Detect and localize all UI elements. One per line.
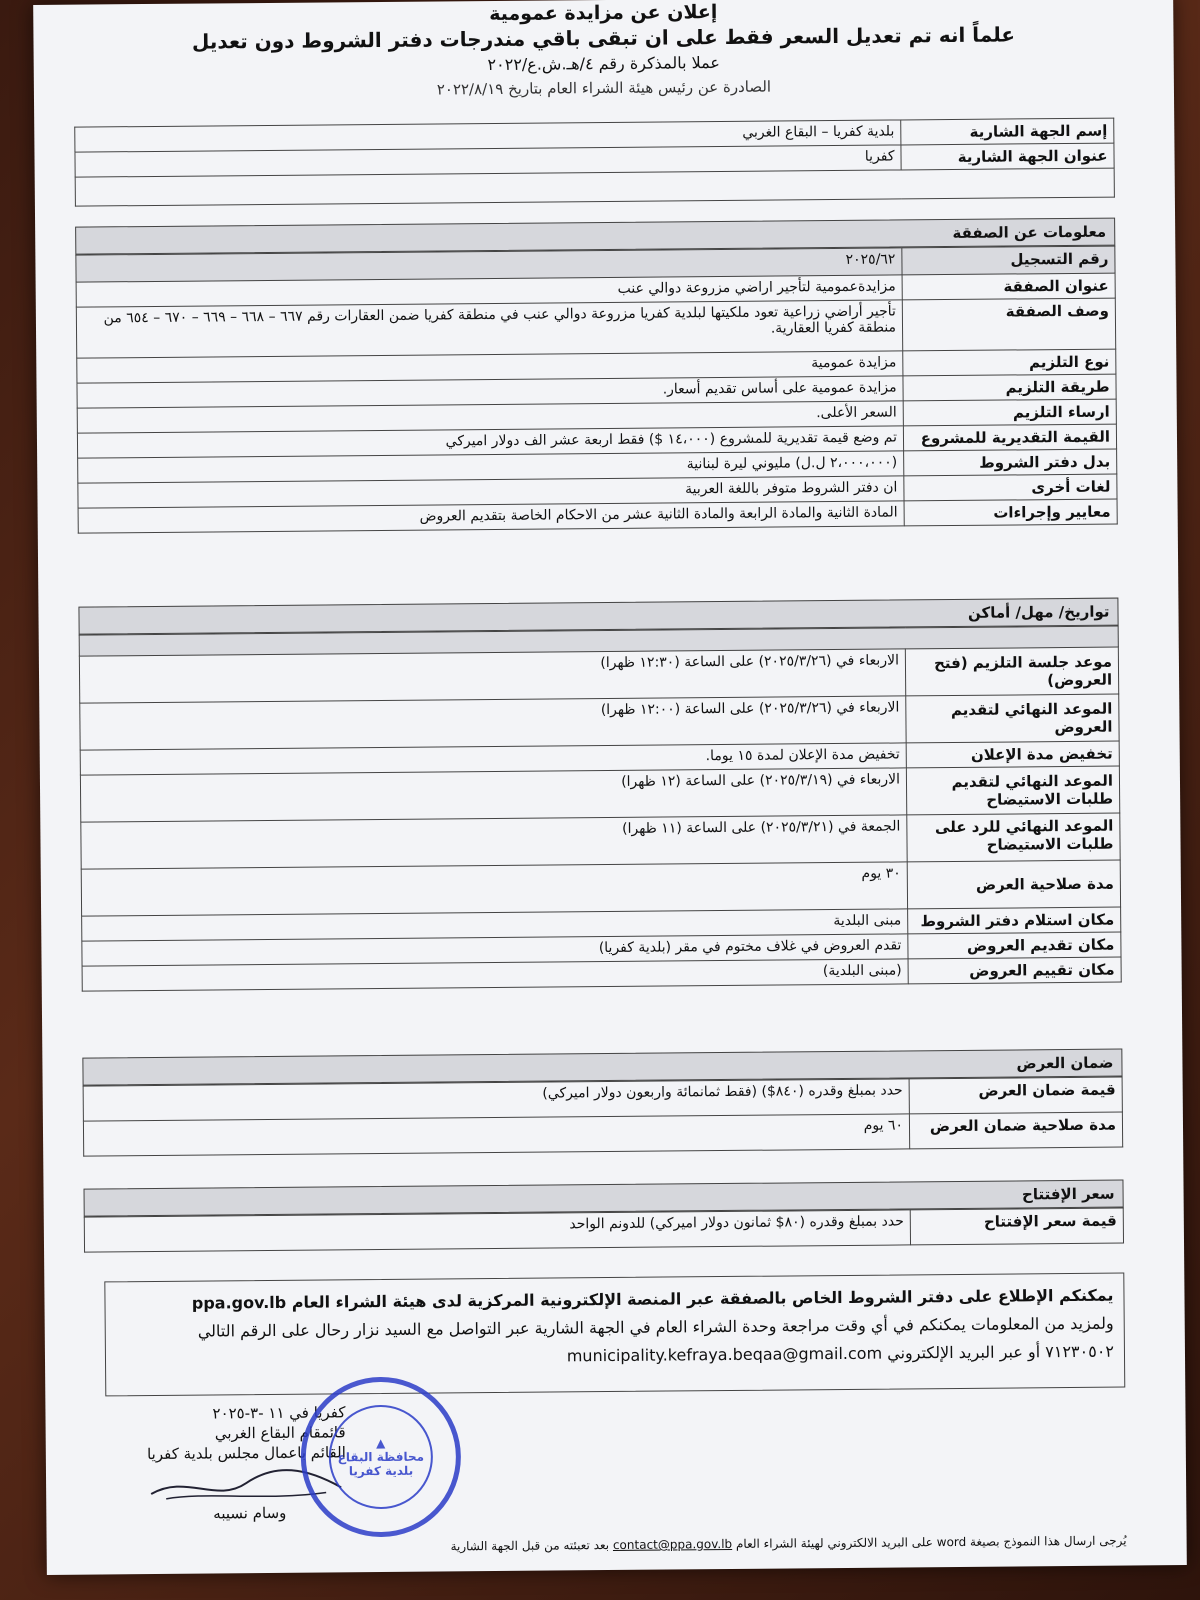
info-line-2: ولمزيد من المعلومات يمكنكم في أي وقت مراجعة وحدة الشراء العام في الجهة الشارية عبر التواصل مع السيد نزار رحال على الرقم التالي bbox=[197, 1313, 1114, 1341]
dates-row-value: الاربعاء في (٢٠٢٥/٣/٢٦) على الساعة (١٢:٠٠ ظهرا) bbox=[80, 696, 906, 750]
contact-phone: ٧١٢٣٠٥٠٢ bbox=[1045, 1341, 1115, 1362]
guarantee-section bbox=[82, 1049, 1123, 1157]
cedar-icon: ▲ bbox=[376, 1435, 386, 1451]
dates-row-label: الموعد النهائي للرد على طلبات الاستيضاح bbox=[907, 813, 1120, 862]
deal-row-label: ارساء التلزيم bbox=[903, 399, 1116, 426]
dates-row-label: مكان استلام دفتر الشروط bbox=[908, 907, 1121, 934]
buyer-table bbox=[74, 118, 1115, 207]
dates-row-value: تخفيض مدة الإعلان لمدة ١٥ يوما. bbox=[80, 743, 906, 775]
opening-row-value: حدد بمبلغ وقدره (٨٠$ ثمانون دولار اميركي) للدونم الواحد bbox=[84, 1210, 910, 1252]
deal-section-title: معلومات عن الصفقة bbox=[75, 218, 1115, 255]
info-box bbox=[104, 1273, 1125, 1397]
dates-row-label: مكان تقييم العروض bbox=[908, 957, 1121, 984]
dates-row-label: تخفيض مدة الإعلان bbox=[906, 741, 1119, 768]
deal-row-value: (٢،٠٠٠،٠٠٠ ل.ل) مليوني ليرة لبنانية bbox=[78, 451, 904, 483]
deal-row-value: ان دفتر الشروط متوفر باللغة العربية bbox=[78, 476, 904, 508]
signatory-name: وسام نسيبه bbox=[213, 1503, 287, 1523]
guarantee-section-title: ضمان العرض bbox=[82, 1049, 1122, 1086]
dates-row-value: الجمعة في (٢٠٢٥/٣/٢١) على الساعة (١١ ظهرا) bbox=[81, 815, 907, 869]
modification-note: علماً انه تم تعديل السعر فقط على ان تبقى باقي مندرجات دفتر الشروط دون تعديل bbox=[191, 22, 1016, 54]
guarantee-row-label: مدة صلاحية ضمان العرض bbox=[909, 1112, 1122, 1149]
official-stamp bbox=[300, 1376, 461, 1537]
opening-price-section bbox=[84, 1180, 1125, 1253]
dates-row-label: موعد جلسة التلزيم (فتح العروض) bbox=[905, 647, 1118, 696]
stamp-text-2: بلدية كفريا bbox=[348, 1463, 414, 1479]
issued-reference: الصادرة عن رئيس هيئة الشراء العام بتاريخ ٢٠٢٢/٨/١٩ bbox=[436, 77, 772, 99]
dates-row-label: الموعد النهائي لتقديم العروض bbox=[906, 694, 1119, 743]
footer-email-link[interactable]: contact@ppa.gov.lb bbox=[612, 1536, 733, 1553]
deal-row-value: تم وضع قيمة تقديرية للمشروع (١٤،٠٠٠ $) فقط اربعة عشر الف دولار اميركي bbox=[77, 426, 903, 458]
signature-role-2: القائم باعمال مجلس بلدية كفريا bbox=[146, 1443, 346, 1464]
deal-row-label: بدل دفتر الشروط bbox=[904, 449, 1117, 476]
document-title: إعلان عن مزايدة عمومية bbox=[489, 1, 718, 26]
dates-row-value: الاربعاء في (٢٠٢٥/٣/١٩) على الساعة (١٢ ظهرا) bbox=[80, 768, 906, 822]
opening-price-section-title: سعر الإفتتاح bbox=[84, 1180, 1124, 1217]
buyer-address-label: عنوان الجهة الشارية bbox=[901, 143, 1114, 170]
dates-row-value: ٣٠ يوم bbox=[81, 862, 907, 916]
buyer-section bbox=[74, 118, 1115, 207]
deal-section bbox=[75, 218, 1118, 534]
deal-row-value: تأجير أراضي زراعية تعود ملكيتها لبلدية كفريا مزروعة دوالي عنب في منطقة كفريا ضمن العقارات رقم ٦٦٧ – ٦٦٨ – ٦٦٩ – ٦٧٠ – ٦٥٤ من منطقة كفريا العقارية. bbox=[76, 300, 902, 358]
dates-row-value: مبنى البلدية bbox=[82, 909, 908, 941]
signature-role-1: قائمقام البقاع الغربي bbox=[214, 1423, 346, 1443]
footer-text-before: يُرجى ارسال هذا النموذج بصيغة word على البريد الالكتروني لهيئة الشراء العام bbox=[735, 1533, 1127, 1551]
guarantee-table bbox=[83, 1077, 1124, 1157]
deal-row-label: وصف الصفقة bbox=[902, 298, 1115, 351]
contact-email-link[interactable]: municipality.kefraya.beqaa@gmail.com bbox=[566, 1343, 883, 1366]
document-page bbox=[33, 0, 1187, 1575]
or-email-text: أو عبر البريد الإلكتروني bbox=[887, 1342, 1041, 1363]
deal-row-value: مزايدة عمومية على أساس تقديم أسعار. bbox=[77, 376, 903, 408]
signature-place-date: كفريا في ١١ -٣-٢٠٢٥ bbox=[212, 1403, 346, 1423]
dates-row-label: مدة صلاحية العرض bbox=[907, 860, 1120, 909]
deal-row-value: مزايدة عمومية bbox=[77, 351, 903, 383]
deal-row-label: طريقة التلزيم bbox=[903, 374, 1116, 401]
deal-row-label: رقم التسجيل bbox=[902, 246, 1115, 275]
deal-row-value: المادة الثانية والمادة الرابعة والمادة الثانية عشر من الاحكام الخاصة بتقديم العروض bbox=[78, 501, 904, 533]
guarantee-row-label: قيمة ضمان العرض bbox=[909, 1077, 1122, 1114]
opening-row-label: قيمة سعر الإفتتاح bbox=[910, 1208, 1123, 1245]
buyer-name-value: بلدية كفريا – البقاع الغربي bbox=[75, 120, 901, 152]
buyer-address-value: كفريا bbox=[75, 145, 901, 177]
stamp-inner-ring bbox=[328, 1405, 433, 1510]
dates-row-label: مكان تقديم العروض bbox=[908, 932, 1121, 959]
dates-row-value: الاربعاء في (٢٠٢٥/٣/٢٦) على الساعة (١٢:٣٠ ظهرا) bbox=[79, 649, 905, 703]
dates-table bbox=[79, 626, 1122, 992]
deal-row-value: مزايدةعمومية لتأجير اراضي مزروعة دوالي عنب bbox=[76, 275, 902, 307]
deal-row-label: معايير وإجراءات bbox=[904, 499, 1117, 526]
guarantee-row-value: ٦٠ يوم bbox=[83, 1114, 909, 1156]
deal-row-label: القيمة التقديرية للمشروع bbox=[903, 424, 1116, 451]
opening-price-table bbox=[84, 1208, 1124, 1253]
memo-reference: عملا بالمذكرة رقم ٤/هـ.ش.ع/٢٠٢٢ bbox=[487, 53, 721, 75]
deal-table bbox=[75, 246, 1117, 534]
deal-row-value: ٢٠٢٥/٦٢ bbox=[76, 248, 902, 282]
footer-text-after: بعد تعبئته من قبل الجهة الشارية bbox=[450, 1538, 610, 1554]
deal-row-label: نوع التلزيم bbox=[903, 349, 1116, 376]
platform-site-link[interactable]: ppa.gov.lb bbox=[191, 1292, 287, 1313]
document-header bbox=[33, 0, 1174, 102]
dates-row-value: تقدم العروض في غلاف مختوم في مقر (بلدية كفريا) bbox=[82, 934, 908, 966]
guarantee-row-value: حدد بمبلغ وقدره (٨٤٠$) (فقط ثمانمائة واربعون دولار اميركي) bbox=[83, 1079, 909, 1121]
dates-row-label: الموعد النهائي لتقديم طلبات الاستيضاح bbox=[906, 766, 1119, 815]
deal-row-label: عنوان الصفقة bbox=[902, 273, 1115, 300]
buyer-name-label: إسم الجهة الشارية bbox=[901, 118, 1114, 145]
dates-section-title: تواريخ/ مهل/ أماكن bbox=[78, 598, 1118, 635]
dates-row-value: (مبنى البلدية) bbox=[82, 959, 908, 991]
dates-section bbox=[78, 598, 1121, 992]
info-line-1-text: يمكنكم الإطلاع على دفتر الشروط الخاص بالصفقة عبر المنصة الإلكترونية المركزية لدى هيئة الشراء العام bbox=[291, 1285, 1114, 1312]
deal-row-value: السعر الأعلى. bbox=[77, 401, 903, 433]
stamp-text-1: محافظة البقاع bbox=[337, 1449, 425, 1465]
deal-row-label: لغات أخرى bbox=[904, 474, 1117, 501]
footer-note bbox=[107, 1534, 1127, 1557]
